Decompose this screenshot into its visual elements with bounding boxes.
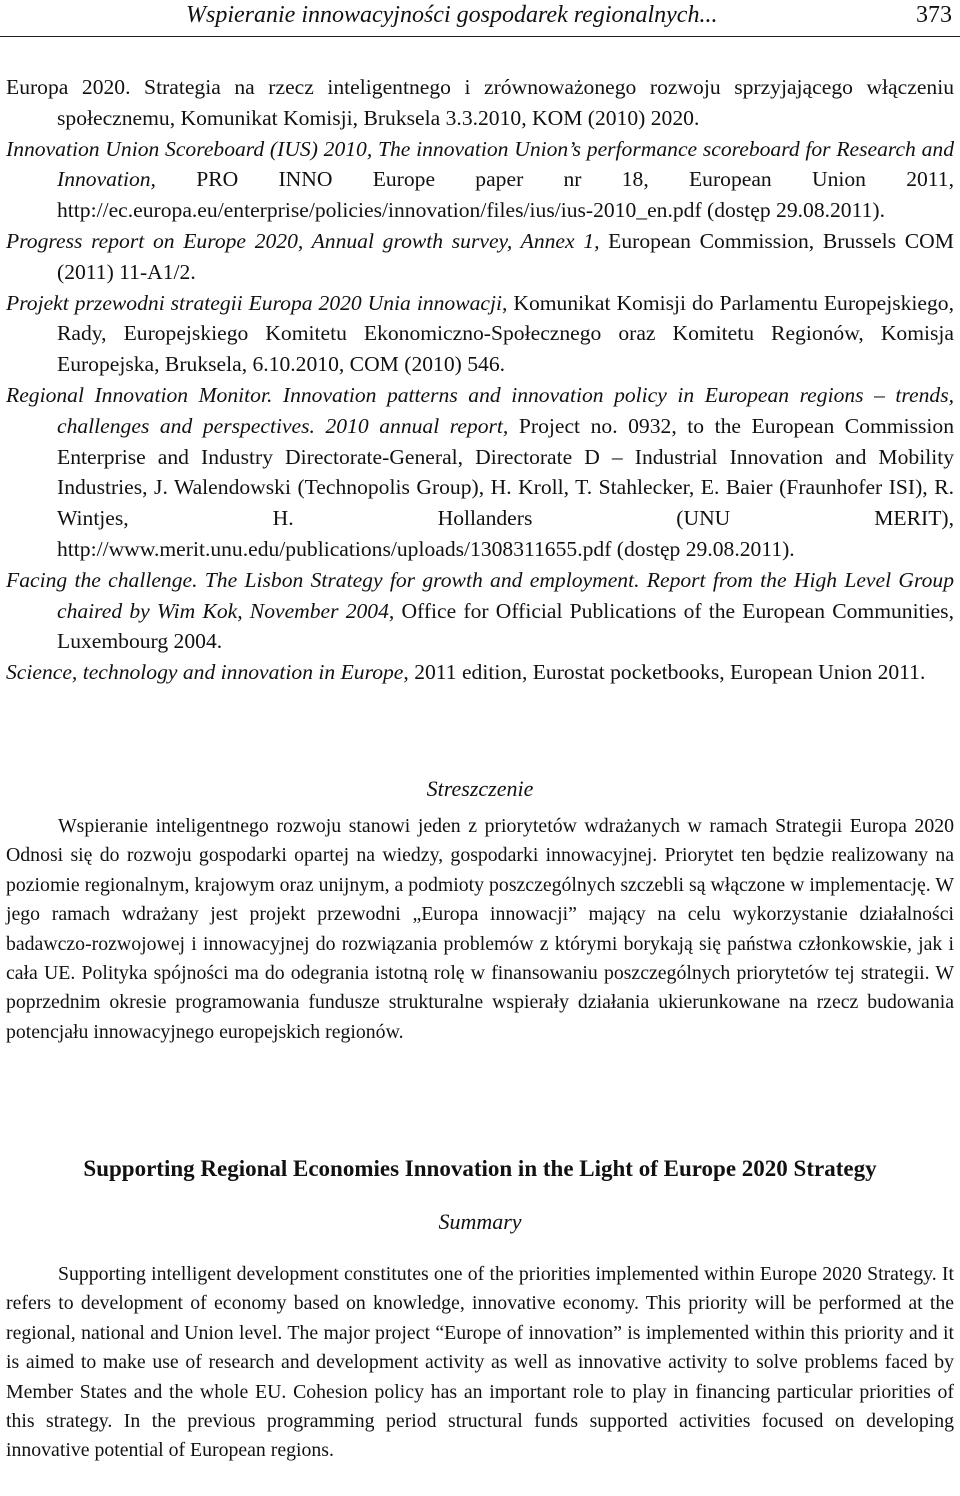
- reference-italic: Regional Innovation Monitor. Innovation patterns and innovation policy in European regions – trends, challenges and perspectives. 2010 annual report,: [6, 382, 954, 438]
- reference-italic: Progress report on Europe 2020, Annual growth survey, Annex 1,: [6, 228, 600, 253]
- running-header: [0, 0, 960, 37]
- reference-item: [6, 657, 954, 688]
- reference-item: [6, 565, 954, 657]
- reference-item: [6, 288, 954, 380]
- reference-list: [6, 72, 954, 688]
- reference-italic: Innovation Union Scoreboard (IUS) 2010, The innovation Union’s performance scoreboard for Research and Innovation,: [6, 136, 954, 192]
- reference-plain: , 2011 edition, Eurostat pocketbooks, European Union 2011.: [403, 660, 926, 685]
- reference-item: [6, 134, 954, 226]
- reference-plain: PRO INNO Europe paper nr 18, European Union 2011, http://ec.europa.eu/enterprise/policies/innovation/files/ius/ius-2010_en.pdf (dostęp 29.08.2011).: [57, 167, 954, 223]
- streszczenie-text: Wspieranie inteligentnego rozwoju stanowi jeden z priorytetów wdrażanych w ramach Strategii Europa 2020 Odnosi się do rozwoju gospodarki opartej na wiedzy, gospodarki innowacyjnej. Priorytet ten będzie realizowany na poziomie regionalnym, krajowym oraz unijnym, a podmioty poszczególnych szczebli są włączone w implementację. W jego ramach wdrażany jest projekt przewodni „Europa innowacji” mający na celu wykorzystanie działalności badawczo-rozwojowej i innowacyjnej do rozwiązania problemów z którymi borykają się państwa członkowskie, jak i cała UE. Polityka spójności ma do odegrania istotną rolę w finansowaniu poszczególnych priorytetów tej strategii. W poprzednim okresie programowania fundusze strukturalne wspierały działania ukierunkowane na rzecz budowania potencjału innowacyjnego europejskich regionów.: [6, 815, 954, 1043]
- reference-italic: Projekt przewodni strategii Europa 2020 Unia innowacji,: [6, 290, 508, 315]
- summary-title: Supporting Regional Economies Innovation in the Light of Europe 2020 Strategy: [83, 1156, 877, 1181]
- summary-heading: Summary: [438, 1209, 522, 1234]
- reference-item: [6, 72, 954, 134]
- reference-plain: Project no. 0932, to the European Commission Enterprise and Industry Directorate-General, Directorate D – Industrial Innovation and Mobility Industries, J. Walendowski (Technopolis Group), H. Kroll, T. Stahlecker, E. Baier (Fraunhofer ISI), R. Wintjes, H. Hollanders (UNU MERIT), http://www.merit.unu.edu/publications/uploads/1308311655.pdf (dostęp 29.08.2011).: [57, 413, 955, 561]
- reference-plain: European Commission, Brussels COM (2011) 11-A1/2.: [57, 228, 954, 284]
- summary-text: Supporting intelligent development constitutes one of the priorities implemented within Europe 2020 Strategy. It refers to development of economy based on knowledge, innovative economy. This priority will be performed at the regional, national and Union level. The major project “Europe of innovation” is implemented within this priority and it is aimed to make use of research and development activity as well as innovative activity to solve problems faced by Member States and the whole EU. Cohesion policy has an important role to play in financing particular priorities of this strategy. In the previous programming period structural funds supported activities focused on developing innovative potential of European regions.: [6, 1263, 954, 1462]
- reference-italic: Facing the challenge. The Lisbon Strategy for growth and employment. Report from the High Level Group chaired by Wim Kok, November 2004,: [6, 567, 954, 623]
- reference-item: [6, 380, 954, 565]
- page-number: 373: [916, 2, 952, 28]
- streszczenie-heading: Streszczenie: [426, 776, 534, 801]
- reference-italic: Science, technology and innovation in Europe: [6, 660, 404, 685]
- reference-plain: Office for Official Publications of the European Communities, Luxembourg 2004.: [57, 598, 954, 654]
- reference-plain: Europa 2020. Strategia na rzecz inteligentnego i zrównoważonego rozwoju sprzyjającego włączeniu społecznemu, Komunikat Komisji, Bruksela 3.3.2010, KOM (2010) 2020.: [6, 75, 954, 130]
- reference-plain: Komunikat Komisji do Parlamentu Europejskiego, Rady, Europejskiego Komitetu Ekonomiczno-Społecznego oraz Komitetu Regionów, Komisja Europejska, Bruksela, 6.10.2010, COM (2010) 546.: [57, 290, 954, 377]
- reference-item: [6, 226, 954, 288]
- running-title: Wspieranie innowacyjności gospodarek regionalnych...: [186, 2, 718, 28]
